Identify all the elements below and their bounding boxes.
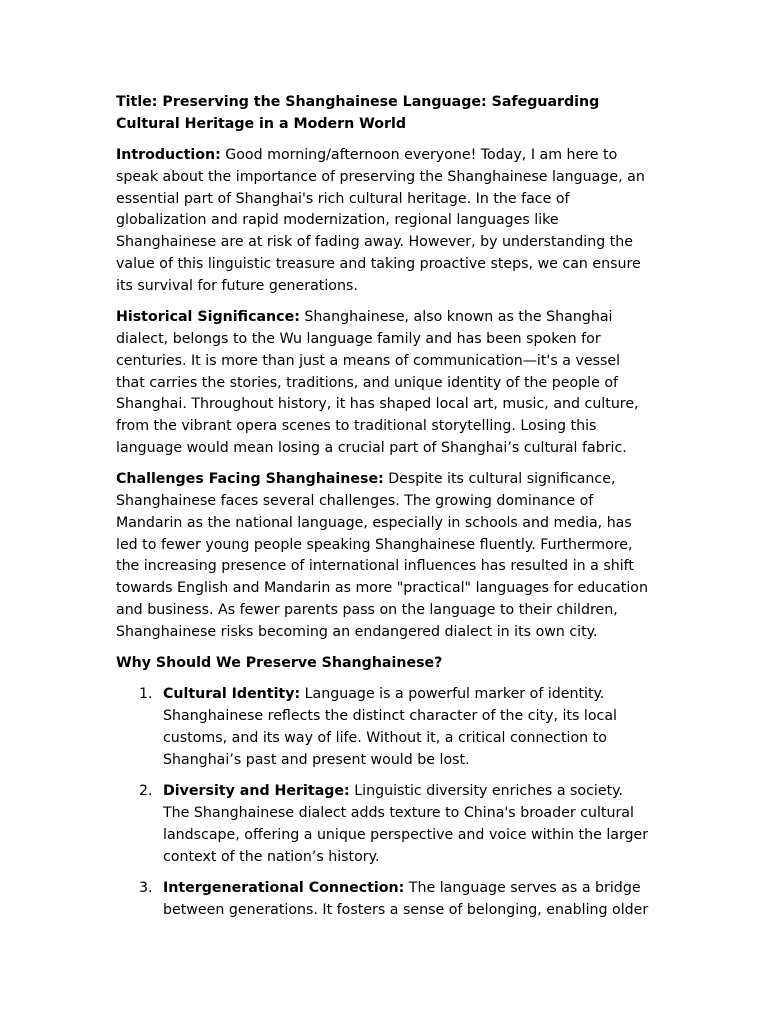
section-body: Despite its cultural significance, Shanghainese faces several challenges. The growing dominance of Mandarin as the national language, especially in schools and media, has led to fewer young people speaking Shanghainese fluently. Furthermore, the increasing presence of international influences has resulted in a shift towards English and Mandarin as more "practical" languages for education and business. As fewer parents pass on the language to their children, Shanghainese risks becoming an endangered dialect in its own city. <box>116 471 648 640</box>
why-preserve-heading <box>116 653 652 675</box>
list-number: 2. <box>139 783 153 800</box>
list-item-heading: Diversity and Heritage: <box>163 783 350 800</box>
list-number: 3. <box>139 879 153 896</box>
list-item-heading: Cultural Identity: <box>163 686 301 703</box>
title-text: Title: Preserving the Shanghainese Language: Safeguarding Cultural Heritage in a Modern World <box>116 94 600 132</box>
section-body: Good morning/afternoon everyone! Today, I am here to speak about the importance of preserving the Shanghainese language, an essential part of Shanghai's rich cultural heritage. In the face of globalization and rapid modernization, regional languages like Shanghainese are at risk of fading away. However, by understanding the value of this linguistic treasure and taking proactive steps, we can ensure its survival for future generations. <box>116 147 645 294</box>
section-introduction <box>116 145 652 298</box>
list-item-body: Linguistic diversity enriches a society. The Shanghainese dialect adds texture to China's broader cultural landscape, offering a unique perspective and voice within the larger context of the nation’s history. <box>163 783 649 865</box>
section-body: Shanghainese, also known as the Shanghai dialect, belongs to the Wu language family and has been spoken for centuries. It is more than just a means of communication—it's a vessel that carries the stories, traditions, and unique identity of the people of Shanghai. Throughout history, it has shaped local art, music, and culture, from the vibrant opera scenes to traditional storytelling. Losing this language would mean losing a crucial part of Shanghai’s cultural fabric. <box>116 309 639 456</box>
list-item-body: The language serves as a bridge between generations. It fosters a sense of belonging, enabling older <box>163 879 649 918</box>
why-heading-text: Why Should We Preserve Shanghainese? <box>116 655 443 672</box>
section-challenges <box>116 469 652 643</box>
list-item <box>116 684 652 771</box>
list-item-heading: Intergenerational Connection: <box>163 879 405 896</box>
list-item <box>116 781 652 868</box>
document-title <box>116 92 652 136</box>
section-heading: Introduction: <box>116 147 221 164</box>
list-number: 1. <box>139 686 153 703</box>
list-item <box>116 878 652 922</box>
list-item-body: Language is a powerful marker of identity. Shanghainese reflects the distinct character of the city, its local customs, and its way of life. Without it, a critical connection to Shanghai’s past and present would be lost. <box>163 686 617 768</box>
document-page <box>116 92 652 931</box>
reasons-list <box>116 684 652 921</box>
section-heading: Challenges Facing Shanghainese: <box>116 471 384 488</box>
section-historical-significance <box>116 307 652 460</box>
section-heading: Historical Significance: <box>116 309 300 326</box>
